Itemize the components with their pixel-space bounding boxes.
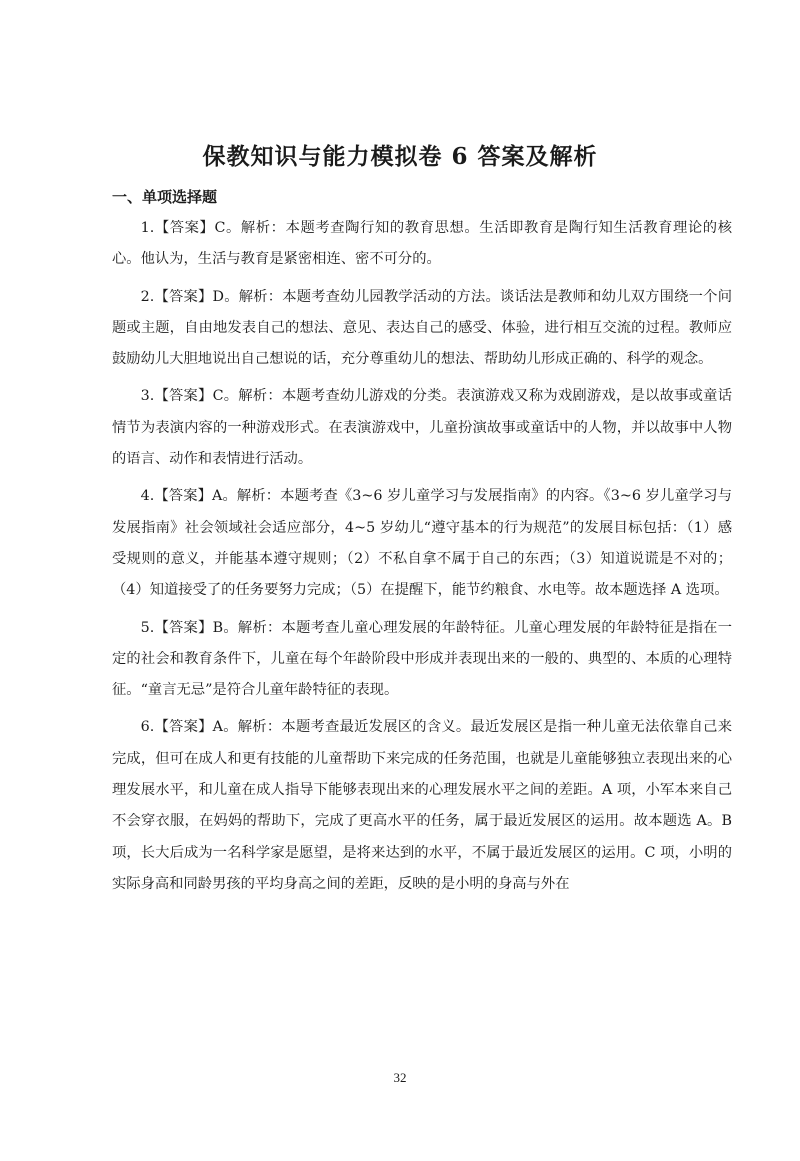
answer-paragraph-4: 4.【答案】A。解析：本题考查《3~6 岁儿童学习与发展指南》的内容。《3~6 岁儿童学习与发展指南》社会领域社会适应部分，4~5 岁幼儿“遵守基本的行为规范”的发展目标包括：（1）感受规则的意义，并能基本遵守规则；（2）不私自拿不属于自己的东西；（3）知道说谎是不对的；（4）知道接受了的任务要努力完成；（5）在提醒下，能节约粮食、水电等。故本题选择 A 选项。 (112, 488, 732, 599)
answer-paragraph-1: 1.【答案】C。解析：本题考查陶行知的教育思想。生活即教育是陶行知生活教育理论的核心。他认为，生活与教育是紧密相连、密不可分的。 (112, 220, 732, 268)
answer-paragraph-6: 6.【答案】A。解析：本题考查最近发展区的含义。最近发展区是指一种儿童无法依靠自己来完成，但可在成人和更有技能的儿童帮助下来完成的任务范围，也就是儿童能够独立表现出来的心理发展水平，和儿童在成人指导下能够表现出来的心理发展水平之间的差距。A 项，小军本来自己不会穿衣服，在妈妈的帮助下，完成了更高水平的任务，属于最近发展区的运用。故本题选 A。B 项，长大后成为一名科学家是愿望，是将来达到的水平，不属于最近发展区的运用。C 项，小明的实际身高和同龄男孩的平均身高之间的差距，反映的是小明的身高与外在 (112, 719, 732, 892)
page-title: 保教知识与能力模拟卷 6 答案及解析 (202, 143, 598, 170)
answer-list (112, 213, 732, 906)
page-number: 32 (393, 1070, 407, 1085)
section-heading: 一、单项选择题 (112, 188, 218, 206)
answer-paragraph-2: 2.【答案】D。解析：本题考查幼儿园教学活动的方法。谈话法是教师和幼儿双方围绕一个问题或主题，自由地发表自己的想法、意见、表达自己的感受、体验，进行相互交流的过程。教师应鼓励幼儿大胆地说出自己想说的话，充分尊重幼儿的想法、帮助幼儿形成正确的、科学的观念。 (112, 288, 732, 368)
answer-paragraph-5: 5.【答案】B。解析：本题考查儿童心理发展的年龄特征。儿童心理发展的年龄特征是指在一定的社会和教育条件下，儿童在每个年龄阶段中形成并表现出来的一般的、典型的、本质的心理特征。“童言无忌”是符合儿童年龄特征的表现。 (112, 619, 732, 699)
answer-paragraph-3: 3.【答案】C。解析：本题考查幼儿游戏的分类。表演游戏又称为戏剧游戏，是以故事或童话情节为表演内容的一种游戏形式。在表演游戏中，儿童扮演故事或童话中的人物，并以故事中人物的语言、动作和表情进行活动。 (112, 388, 732, 468)
